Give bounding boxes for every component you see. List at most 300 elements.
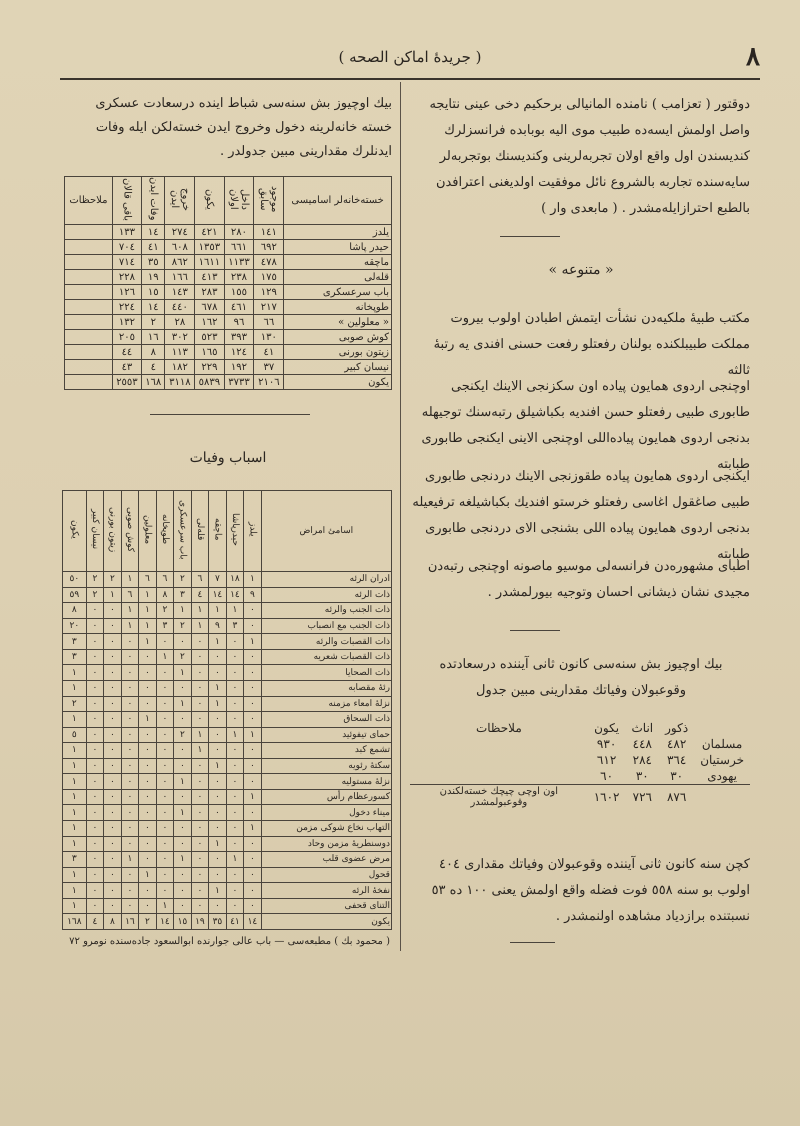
table-cell: ٠ [104,603,122,619]
stat-cell: ٩٣٠ [596,737,617,751]
table-cell: ٢ [142,315,165,330]
table-cell: ٠ [139,727,157,743]
table-cell: ٤١ [226,914,244,930]
table-cell: ١ [209,634,227,650]
table-cell: ١ [63,898,87,914]
table-cell: ٠ [174,758,192,774]
table-cell: ٣ [174,587,192,603]
table-cell: ٠ [104,727,122,743]
table-row [65,255,392,270]
table-cell: ٠ [86,883,104,899]
table-cell: ٠ [156,867,174,883]
table-cell: ٠ [191,634,209,650]
table-cell: ٠ [244,649,262,665]
table-row [65,345,392,360]
table-cell: ١ [121,852,139,868]
table-cell: ١ [174,665,192,681]
table-cell: ١ [244,789,262,805]
table-header [224,177,254,225]
table-cell: ٣٥ [209,914,227,930]
table-cell: ٠ [209,867,227,883]
header-label: ملاحظات [69,195,108,206]
table-cell: ٠ [86,634,104,650]
table-cell: ٦ [191,572,209,588]
table-cell: ٠ [104,649,122,665]
table-cell: ١ [209,680,227,696]
table-cell: ٠ [191,883,209,899]
table-cell: ٦٧٨ [195,300,224,315]
table-cell: ٠ [139,821,157,837]
stat-cell [410,752,588,768]
table-header [226,491,244,572]
table-cell: ١٢٤ [224,345,254,360]
table-cell: ٨ [104,914,122,930]
table-cell: ٢ [86,572,104,588]
table-cell: ٠ [104,836,122,852]
table-cell: ٢ [156,603,174,619]
table-cell: ٧ [209,572,227,588]
table-row [63,805,392,821]
disease-name: التناى قحفى [261,898,391,914]
table-cell: ٠ [156,743,174,759]
table-cell: ٢٣٨ [224,270,254,285]
table-cell: ٠ [139,883,157,899]
table-cell: ٠ [121,743,139,759]
table-cell: ١٣٠ [254,330,284,345]
header-label: موجود سابق [257,185,280,213]
table-cell: ٠ [191,789,209,805]
column-separator [400,82,401,951]
table-cell: ٣ [63,634,87,650]
table-cell: ٠ [104,867,122,883]
table-cell: ٢ [174,649,192,665]
table-cell: ٦٦١ [224,240,254,255]
table-cell: ٠ [86,789,104,805]
causes-table-body [63,572,392,930]
table-cell: ٠ [86,649,104,665]
table-cell: ٠ [244,898,262,914]
table-cell: ٠ [86,696,104,712]
table-cell: ٠ [191,821,209,837]
table-cell: ١ [191,603,209,619]
stat-cell: مسلمان [701,737,743,751]
table-cell: ١ [174,805,192,821]
table-cell: ٠ [226,867,244,883]
section-title: « متنوعه » [548,262,614,278]
table-cell: ١٥ [174,914,192,930]
journal-title: ( جريدهٔ اماكن الصحه ) [338,48,482,66]
table-cell: ٠ [121,821,139,837]
header-label: داخل اولان [227,188,250,210]
hospital-name: حيدر پاشا [284,240,392,255]
table-cell: ٠ [156,727,174,743]
stat-cell: ٦٠ [600,769,614,783]
table-cell: ٢١٠٦ [254,375,284,390]
table-cell: ٠ [244,680,262,696]
table-cell: ٠ [226,680,244,696]
table-cell: ٠ [86,743,104,759]
table-cell: ٠ [191,649,209,665]
table-cell [65,255,113,270]
table-cell: ٠ [244,665,262,681]
header-label: طوپخانه [159,514,170,545]
divider [510,630,560,631]
table-cell: ٠ [139,805,157,821]
table-cell: ١١٣٣ [224,255,254,270]
table-cell: ١ [244,572,262,588]
table-cell: ٠ [226,649,244,665]
table-cell: ٦٦ [254,315,284,330]
table-cell: ٠ [104,618,122,634]
table-cell: ٦ [139,572,157,588]
table-row [63,634,392,650]
table-cell: ٠ [209,712,227,728]
table-header [156,491,174,572]
table-cell: ٠ [209,852,227,868]
table-cell [65,375,113,390]
table-cell: ٦ [121,587,139,603]
header-label: زيتون بورنى [107,506,118,553]
table-cell: ١٤ [156,914,174,930]
table-cell: ٠ [121,789,139,805]
table-cell: ٠ [244,618,262,634]
table-cell: ١ [63,743,87,759]
hospital-table-body [65,225,392,390]
header-label: حيدرپاشا [229,513,240,546]
disease-name: التهاب نخاع شوكى مزمن [261,821,391,837]
table-cell: ٠ [191,665,209,681]
table-header [261,491,391,572]
causes-of-death-table [62,490,392,930]
table-cell: ١ [121,618,139,634]
table-cell: ٠ [156,883,174,899]
table-cell: ٠ [104,789,122,805]
table-row [63,603,392,619]
table-cell: ٠ [226,836,244,852]
stat-cell: ٢٨٤ [632,753,652,767]
disease-name: ذات القصبات شعريه [261,649,391,665]
disease-name: قحول [261,867,391,883]
stat-total-cell: ١٦٠٢ [593,790,620,804]
table-cell [65,240,113,255]
table-cell: ٦٠٨ [165,240,195,255]
stat-cell [694,785,750,810]
table-cell: ٤٦١ [224,300,254,315]
table-cell: ٠ [226,789,244,805]
table-cell: ١ [139,634,157,650]
disease-name: كسورعظام رأس [261,789,391,805]
table-row [63,836,392,852]
table-row [63,680,392,696]
table-cell: ٣١١٨ [165,375,195,390]
table-cell: ٠ [156,789,174,805]
table-cell [65,330,113,345]
table-cell: ٤ [142,360,165,375]
table-cell: ٠ [104,743,122,759]
table-cell: ٠ [121,665,139,681]
table-header [191,491,209,572]
table-cell: ٠ [156,696,174,712]
table-cell: ٠ [226,821,244,837]
table-cell: ١٨٢ [165,360,195,375]
table-cell: ١ [191,618,209,634]
table-header [86,491,104,572]
table-row [65,225,392,240]
hospital-name: « معلولين » [284,315,392,330]
disease-name: نزلهٔ امعاء مزمنه [261,696,391,712]
disease-name: يكون [261,914,391,930]
stat-table-title: بيك اوچيوز بش سنه‌سى كانون ثانى آيننده درسعادتده وقوعبولان وفياتك مقدارينى مبين جدول [439,657,723,698]
stat-note-cell: اون اوچى چيچك خسته‌لكندن وقوعبولمشدر [439,786,559,808]
table-row [63,649,392,665]
table-cell: ١٢٦ [112,285,141,300]
header-label: قله‌لى [194,518,205,541]
table-cell: ١ [63,821,87,837]
table-cell: ٠ [244,774,262,790]
table-cell: ٠ [226,696,244,712]
table-cell: ٤٤٠ [165,300,195,315]
table-cell: ٠ [209,727,227,743]
table-cell: ٠ [191,680,209,696]
table-cell: ٠ [174,712,192,728]
table-cell: ٠ [156,665,174,681]
table-row [65,300,392,315]
table-cell: ١٦٨ [142,375,165,390]
table-cell: ١٤١ [254,225,284,240]
table-cell: ٠ [104,898,122,914]
table-cell: ١ [63,680,87,696]
table-cell: ٢٢٩ [195,360,224,375]
table-cell: ١١٣ [165,345,195,360]
intro-paragraph: دوقتور ( تعزامب ) نامنده المانيالى برحكيم دخى عينى نتايجه واصل اولمش ايسه‌ده طبيب موى اليه بوبابده فرانسزلرك كنديسندن اول واقع اولان تجربه‌لرينى وكنديسنك بوتجربه‌لر سايه‌سنده تجاربه بالشروع نائل موفقيت اولديغنى اعترافدن بالطبع احترازايله‌مشدر . ( مابعدى وار ) [429,97,750,216]
table-cell: ٠ [226,758,244,774]
table-cell: ٤ [86,914,104,930]
table-header [139,491,157,572]
table-cell: ٠ [191,696,209,712]
table-cell: ٣ [156,618,174,634]
table-cell: ١٦٥ [195,345,224,360]
table-row [65,285,392,300]
table-cell: ٠ [104,680,122,696]
table-cell: ٠ [121,649,139,665]
table-cell: ٤١٣ [195,270,224,285]
table-cell: ٠ [139,696,157,712]
table-cell: ٣ [226,618,244,634]
table-cell: ١٣٥٣ [195,240,224,255]
table-cell: ١ [63,836,87,852]
table-header [244,491,262,572]
table-cell [65,360,113,375]
table-cell: ١ [63,883,87,899]
table-cell: ٠ [174,821,192,837]
table-cell: ٠ [139,774,157,790]
table-cell: ٢٥٥٣ [112,375,141,390]
table-cell: ٠ [121,805,139,821]
table-cell: ٠ [104,712,122,728]
table-cell: ٠ [226,883,244,899]
news-item-4: اطباى مشهوره‌دن فرانسه‌لى موسيو ماصونه اوچنجى رتبه‌دن مجيدى نشان ذيشانى احسان وتوجيه بيورلمشدر . [427,559,750,600]
table-cell: ١ [139,603,157,619]
table-cell: ٥ [63,727,87,743]
table-cell: ٠ [156,758,174,774]
table-cell: ٨ [63,603,87,619]
table-cell: ٠ [104,758,122,774]
table-row [63,867,392,883]
table-cell: ٠ [191,712,209,728]
table-cell: ٧١٤ [112,255,141,270]
hospital-name: باب سرعسكرى [284,285,392,300]
stat-cell: ٣٠ [670,769,684,783]
table-header [112,177,141,225]
table-cell: ١٦٦ [165,270,195,285]
disease-name: ذات الجنب والرئه [261,603,391,619]
table-cell: ٠ [86,618,104,634]
table-cell: ٠ [191,774,209,790]
table-cell: ٢٢٨ [112,270,141,285]
hospital-table-intro: بيك اوچيوز بش سنه‌سى شباط اينده درسعادت عسكرى خسته خانه‌لرينه دخول وخروج ايدن خسته‌لكن ايله وفات ايدنلرك مقدارينى مبين جدولدر . [95,96,392,159]
table-cell: ٠ [226,665,244,681]
table-cell: ٠ [209,649,227,665]
table-cell: ٠ [156,774,174,790]
table-cell: ١٤ [226,587,244,603]
table-cell: ٠ [156,821,174,837]
disease-name: ذات الرئه [261,587,391,603]
hospital-name: قله‌لى [284,270,392,285]
table-cell: ١ [63,789,87,805]
table-cell: ١ [174,603,192,619]
table-cell: ١٦٨ [63,914,87,930]
table-cell: ١٦ [142,330,165,345]
table-cell: ١ [226,727,244,743]
table-cell: ٠ [226,634,244,650]
header-label: باب سرعسكرى [177,499,188,560]
table-cell: ٠ [226,898,244,914]
table-row [63,572,392,588]
table-cell: ٠ [86,712,104,728]
table-cell: ٠ [104,805,122,821]
table-cell: ١ [104,587,122,603]
table-cell: ١٦ [121,914,139,930]
table-cell: ٣٠٢ [165,330,195,345]
table-cell: ١٤ [142,225,165,240]
table-cell: ٢١٧ [254,300,284,315]
hospital-name: يكون [284,375,392,390]
table-cell: ٢ [174,618,192,634]
disease-name: ذات السحاق [261,712,391,728]
table-cell: ٥٨٣٩ [195,375,224,390]
table-cell: ١٨ [226,572,244,588]
table-cell [65,345,113,360]
table-cell: ٠ [191,836,209,852]
table-cell: ٢٨٣ [195,285,224,300]
table-cell: ٠ [191,898,209,914]
table-header [65,177,113,225]
table-cell: ٥٢٣ [195,330,224,345]
table-cell: ٤٣ [112,360,141,375]
table-cell: ٠ [174,883,192,899]
table-cell: ٦ [156,572,174,588]
table-cell: ١ [174,852,192,868]
table-cell: ٥٠ [63,572,87,588]
table-cell: ٠ [86,852,104,868]
table-cell: ٠ [174,898,192,914]
table-cell: ٠ [104,774,122,790]
table-cell: ٠ [104,883,122,899]
table-cell: ٠ [244,743,262,759]
table-cell: ١٢٩ [254,285,284,300]
table-cell: ١ [63,712,87,728]
table-cell: ٠ [104,634,122,650]
table-cell: ٢٢٤ [112,300,141,315]
table-cell: ٢ [104,572,122,588]
stat-cell [410,736,588,752]
table-cell: ٤٤ [112,345,141,360]
table-cell: ١ [174,774,192,790]
table-cell: ٠ [156,805,174,821]
causes-header-row [63,491,392,572]
stat-cell: خرستيان [700,753,744,767]
table-cell: ٠ [226,712,244,728]
total-row [63,914,392,930]
table-cell: ٠ [244,805,262,821]
table-header [174,491,192,572]
table-row [65,240,392,255]
table-cell: ٠ [156,836,174,852]
table-cell: ٠ [191,758,209,774]
table-cell: ٠ [226,743,244,759]
table-cell: ٨ [142,345,165,360]
table-cell: ٠ [156,680,174,696]
table-row [63,696,392,712]
divider [500,236,560,237]
table-cell: ١ [139,867,157,883]
table-cell: ٠ [174,743,192,759]
stat-cell: ٦١٢ [596,753,617,767]
table-cell: ٠ [104,852,122,868]
disease-name: رئهٔ مقصابه [261,680,391,696]
table-cell: ٠ [209,774,227,790]
disease-name: ذات الصحايا [261,665,391,681]
table-row [63,898,392,914]
table-cell: ٠ [121,836,139,852]
table-cell: ٠ [174,867,192,883]
hospital-name: كوش صوبى [284,330,392,345]
stat-header-cell [694,720,750,736]
header-rule [60,78,760,80]
table-cell: ٢ [139,914,157,930]
table-cell: ٠ [139,743,157,759]
table-row [65,315,392,330]
table-cell: ٠ [86,603,104,619]
table-cell: ٠ [139,758,157,774]
table-cell: ٩٦ [224,315,254,330]
table-cell: ١ [63,758,87,774]
table-row [63,821,392,837]
table-cell: ٣٩٣ [224,330,254,345]
table-cell: ٠ [139,836,157,852]
table-header [254,177,284,225]
table-row [63,883,392,899]
table-cell: ٢ [174,572,192,588]
table-cell: ٦٩٢ [254,240,284,255]
disease-name: ميناء دخول [261,805,391,821]
table-cell: ٤١ [254,345,284,360]
table-header [195,177,224,225]
disease-name: نفخهٔ الرئه [261,883,391,899]
divider [150,414,310,415]
hospital-name: نيسان كبير [284,360,392,375]
news-item-1: مكتب طبيهٔ ملكيه‌دن نشأت ايتمش اطبادن اولوب بيروت مملكت طبيبلكنده بولنان رفعتلو رفعت حسنى افندى يه رتبهٔ ثالثه [433,311,750,378]
